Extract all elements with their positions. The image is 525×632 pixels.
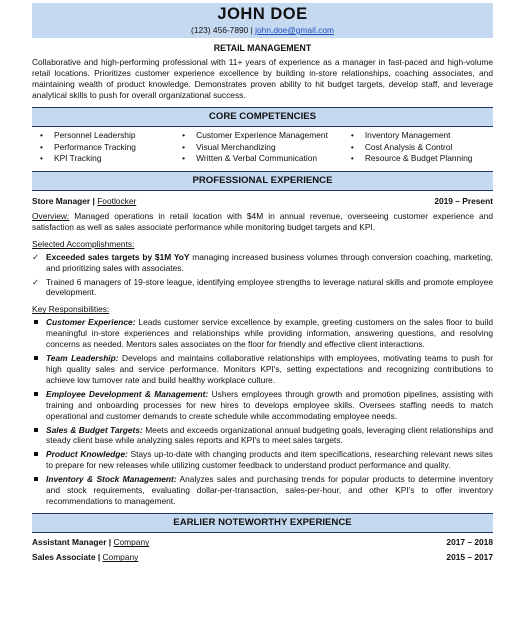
competencies-grid [32,130,493,164]
competency-column [40,130,182,164]
competency-item: • Performance Tracking [40,142,182,153]
section-professional-experience: PROFESSIONAL EXPERIENCE [32,171,493,191]
responsibility-text: Meets and exceeds organizational annual budgeting goals, leveraging client relationships and steady client base while analyzing sales reports and KPI's to meet sales targets. [46,424,493,446]
earlier-job-dates: 2015 – 2017 [446,552,493,563]
contact-line [32,25,493,36]
earlier-job-title-line [32,552,138,563]
competency-column [182,130,351,164]
responsibility-text: Develops and maintains collaborative relationships with employees, motivating teams to push for high quality sales and service performance. Monitors KPI's, setting expectations and recognizing contributions to achieve low turnover rate and build healthy workplace culture. [46,353,493,385]
overview-paragraph [32,211,493,233]
square-bullet-icon [34,320,38,324]
summary-paragraph: Collaborative and high-performing professional with 11+ years of experience as a manager in fast-paced and high-volume retail locations. Prioritizes customer experience excellence by building in-store relationships, coaching associates, and maintaining wealth of product knowledge. Demonstrates proven ability to hit budget targets, develop staff, and leverage analytical skills to push for overall organizational success. [32,57,493,101]
job-dates: 2019 – Present [434,195,493,206]
job-separator: | [92,195,95,206]
competency-column [351,130,493,164]
earlier-job-title: Assistant Manager [32,537,107,548]
earlier-job-title: Sales Associate [32,552,96,563]
square-bullet-icon [34,428,38,432]
candidate-name: JOHN DOE [217,5,308,23]
competency-item: • Customer Experience Management [182,130,351,141]
responsibility-text: Leads customer service excellence by example, greeting customers on the sales floor to build meaningful in-store experiences and relationships while providing information, answering questions, and resolving concerns as needed. Mentors sales associates on the floor for friendly and effective client interactions. [46,317,493,350]
earlier-job-separator: | [97,552,101,563]
responsibility-lead: Product Knowledge: [46,449,128,460]
company-name: Footlocker [97,195,137,206]
accomplishment-highlight: Exceeded sales targets by $1M YoY [46,251,190,262]
earlier-job-dates: 2017 – 2018 [446,537,493,548]
accomplishment-text: Trained 6 managers of 19-store league, identifying employee strengths to leverage natural skills and promote employee development. [46,276,493,298]
earlier-company: Company [113,537,150,548]
competency-item: • Personnel Leadership [40,130,182,141]
section-core-competencies: CORE COMPETENCIES [32,107,493,127]
resume-page [0,3,525,632]
accomplishments-list [32,252,493,299]
responsibilities-heading: Key Responsibilities: [32,304,110,315]
responsibility-text: Ushers employees through growth and promotion pipelines, assisting with training and onboarding processes for new hires to develops employee skills. Oversees staffing needs to match operational and customer demands to create schedule while accommodating employee needs. [46,388,493,421]
responsibility-item [32,474,493,507]
square-bullet-icon [34,392,38,396]
responsibility-lead: Customer Experience: [46,317,136,328]
checkmark-icon: ✓ [32,251,40,262]
accomplishment-item [32,252,493,274]
job-header [32,196,493,207]
contact-separator: | [250,24,253,35]
square-bullet-icon [34,477,38,481]
accomplishment-text: managing increased business volumes through conversion coaching, marketing, and prioritizing sales with associates. [46,251,493,273]
competency-item: • Inventory Management [351,130,493,141]
responsibility-lead: Inventory & Stock Management: [46,474,177,485]
competency-item: • Written & Verbal Communication [182,153,351,164]
phone-number: (123) 456-7890 [191,24,249,35]
overview-text: Managed operations in retail location with $4M in annual revenue, overseeing customer experience and satisfaction as well as sales associate performance while monitoring budget targets and KPI. [32,210,493,232]
email-link[interactable]: john.doe@gmail.com [255,24,334,35]
responsibility-item [32,317,493,350]
responsibility-lead: Employee Development & Management: [46,388,209,399]
competency-item: • Resource & Budget Planning [351,153,493,164]
responsibility-text: Analyzes sales and purchasing trends for popular products to determine inventory and stock requirements, evaluating dollar-per-transaction, sales-per-hour, and other KPI's to offer inventory recommendations to management. [46,474,494,507]
accomplishment-item [32,277,493,299]
responsibilities-list [32,317,493,507]
responsibility-item [32,389,493,422]
earlier-job [32,552,493,563]
job-title: Store Manager [32,195,91,206]
earlier-job-title-line [32,537,149,548]
competency-item: • Cost Analysis & Control [351,142,493,153]
responsibility-item [32,425,493,447]
responsibility-lead: Sales & Budget Targets: [46,424,143,435]
earlier-company: Company [102,552,139,563]
checkmark-icon: ✓ [32,276,40,287]
accomplishments-heading: Selected Accomplishments: [32,238,135,249]
section-earlier-experience: EARLIER NOTEWORTHY EXPERIENCE [32,513,493,533]
responsibility-text: Stays up-to-date with changing products and item specifications, researching relevant news sites to prepare for new releases while utilizing customer feedback to understand product performance and quality. [46,449,493,471]
square-bullet-icon [34,356,38,360]
responsibility-item [32,353,493,386]
earlier-job [32,537,493,548]
responsibility-item [32,449,493,471]
overview-label: Overview: [32,210,70,221]
responsibility-lead: Team Leadership: [46,353,119,364]
name-banner [32,3,493,38]
square-bullet-icon [34,452,38,456]
competency-item: • KPI Tracking [40,153,182,164]
job-title-line [32,196,136,207]
earlier-job-separator: | [108,537,112,548]
headline: RETAIL MANAGEMENT [213,42,312,53]
competency-item: • Visual Merchandizing [182,142,351,153]
